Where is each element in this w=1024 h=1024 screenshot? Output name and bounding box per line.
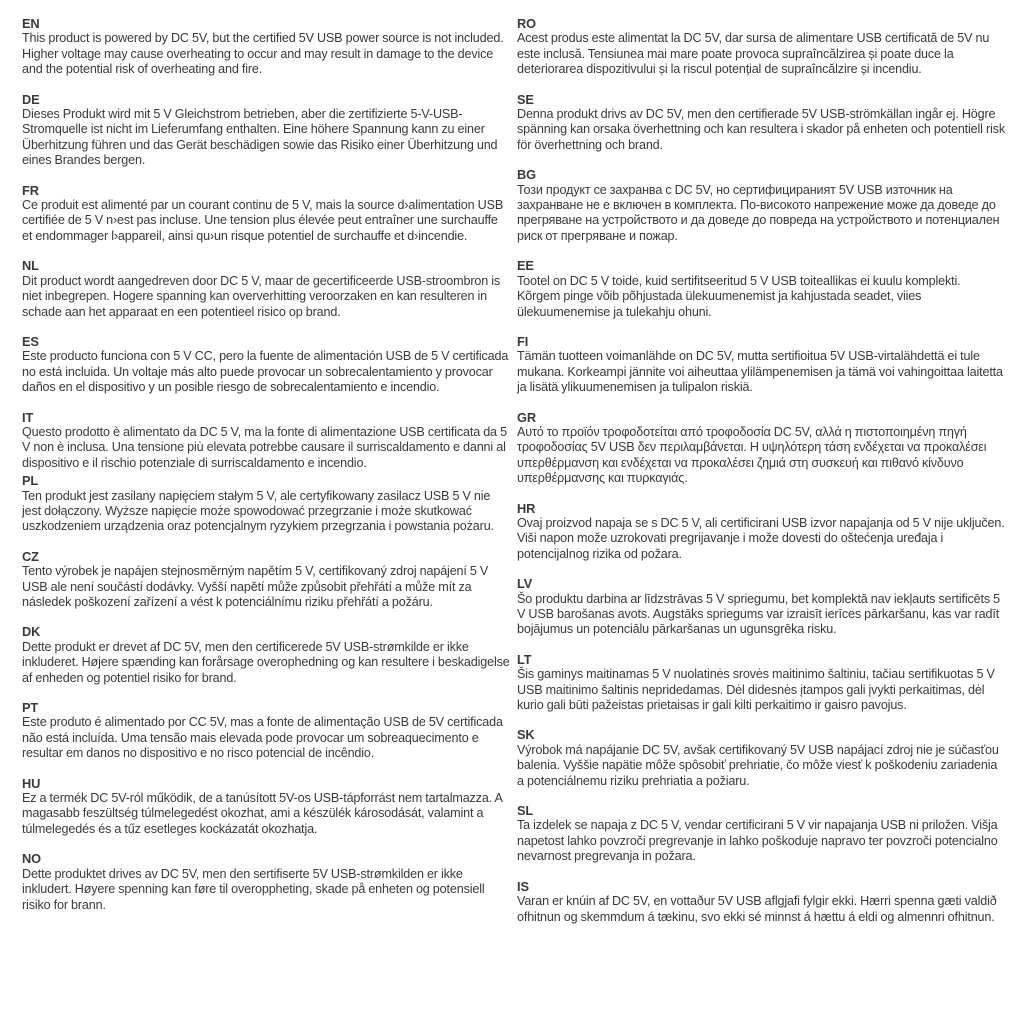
notice-text-pl: Ten produkt jest zasilany napięciem stałym 5 V, ale certyfikowany zasilacz USB 5 V nie jest dołączony. Wyższe napięcie może spowodować przegrzanie i może skutkować uszkodzeniem urządzenia oraz potencjalnym ryzykiem przegrzania i powstania pożaru. (22, 488, 494, 534)
notice-text-nl: Dit product wordt aangedreven door DC 5 V, maar de gecertificeerde USB-stroombron is niet inbegrepen. Hogere spanning kan oververhitting veroorzaken en kan resulteren in schade aan het apparaat en een potentieel risico op brand. (22, 273, 501, 319)
language-section-cz (22, 549, 511, 611)
language-code-no: NO (22, 851, 41, 867)
language-code-se: SE (517, 91, 534, 107)
notice-text-ro: Acest produs este alimentat la DC 5V, dar sursa de alimentare USB certificată de 5V nu este inclusă. Tensiunea mai mare poate provoca supraîncălzirea și poate duce la deteriorarea dispozitivului și la riscul potențial de supraîncălzire și incendiu. (517, 31, 990, 77)
language-code-fi: FI (517, 333, 529, 349)
notice-text-pt: Este produto é alimentado por CC 5V, mas a fonte de alimentação USB de 5V certificada não está incluída. Uma tensão mais elevada pode provocar um sobreaquecimento e resultar em danos no dispositivo e no risco potencial de incêndio. (22, 715, 503, 761)
language-section-hr (517, 501, 1006, 563)
notice-text-es: Este producto funciona con 5 V CC, pero la fuente de alimentación USB de 5 V certificada no está incluida. Un voltaje más alto puede provocar un sobrecalentamiento y provocar daños en el dispositivo y un posible riesgo de sobrecalentamiento e incendio. (22, 349, 509, 395)
right-column (517, 16, 1006, 939)
notice-text-fr: Ce produit est alimenté par un courant continu de 5 V, mais la source d›alimentation USB certifiée de 5 V n›est pas incluse. Une tension plus élevée peut entraîner une surchauffe et endommager l›appareil, ainsi qu›un risque potentiel de surchauffe et d›incendie. (22, 198, 504, 243)
notice-text-sl: Ta izdelek se napaja z DC 5 V, vendar certificirani 5 V vir napajanja USB ni priložen. Višja napetost lahko povzroči pregrevanje in lahko poškoduje napravo ter povzroči potencialno nevarnost pregrevanja in požara. (517, 818, 998, 864)
language-section-sl (517, 803, 1006, 865)
language-section-fr (22, 183, 511, 245)
notice-text-hr: Ovaj proizvod napaja se s DC 5 V, ali certificirani USB izvor napajanja od 5 V nije uključen. Viši napon može uzrokovati pregrijavanje i može dovesti do oštećenja uređaja i potencijalnog rizika od požara. (517, 515, 1005, 561)
language-code-sk: SK (517, 727, 535, 743)
language-code-lv: LV (517, 576, 533, 592)
language-code-hu: HU (22, 775, 41, 791)
language-code-de: DE (22, 91, 40, 107)
language-code-is: IS (517, 878, 529, 894)
notice-text-gr: Αυτό το προϊόν τροφοδοτείται από τροφοδοσία DC 5V, αλλά η πιστοποιημένη πηγή τροφοδοσίας 5V USB δεν περιλαμβάνεται. Η υψηλότερη τάση ενδέχεται να προκαλέσει υπερθέρμανση και ενδέχεται να προκαλέσει ζημιά στη συσκευή και πιθανό κίνδυνο υπερθέρμανσης και πυρκαγιάς. (517, 424, 987, 486)
notice-text-lt: Šis gaminys maitinamas 5 V nuolatinės srovės maitinimo šaltiniu, tačiau sertifikuotas 5 V USB maitinimo šaltinis nepridedamas. Dėl didesnės įtampos gali įvykti perkaitimas, dėl kurio gali būti pažeistas prietaisas ir gali kilti perkaitimo ir gaisro pavojus. (517, 667, 995, 713)
language-section-dk (22, 624, 511, 686)
notice-text-ee: Tootel on DC 5 V toide, kuid sertifitseeritud 5 V USB toiteallikas ei kuulu komplekti. Kõrgem pinge võib põhjustada ülekuumenemist ja kahjustada seadet, viies ülekuumenemise ja tulekahju ohuni. (517, 273, 961, 319)
language-section-sk (517, 727, 1006, 789)
language-section-bg (517, 167, 1006, 244)
language-code-it: IT (22, 409, 34, 425)
language-code-pl: PL (22, 473, 39, 489)
language-section-is (517, 879, 1006, 925)
notice-text-sk: Výrobok má napájanie DC 5V, avšak certifikovaný 5V USB napájací zdroj nie je súčasťou balenia. Vyššie napätie môže spôsobiť prehriatie, čo môže viesť k poškodeniu zariadenia a potenciálnemu riziku prehriatia a požiaru. (517, 742, 999, 788)
language-section-hu (22, 776, 511, 838)
notice-text-no: Dette produktet drives av DC 5V, men den sertifiserte 5V USB-strømkilden er ikke inkludert. Høyere spenning kan føre til overoppheting, skade på enheten og potensiell risiko for brann. (22, 866, 485, 912)
notice-text-cz: Tento výrobek je napájen stejnosměrným napětím 5 V, certifikovaný zdroj napájení 5 V USB ale není součástí dodávky. Vyšší napětí může způsobit přehřátí a může mít za následek poškození zařízení a vést k potenciálnímu riziku přehřátí a požáru. (22, 564, 489, 609)
notice-text-it: Questo prodotto è alimentato da DC 5 V, ma la fonte di alimentazione USB certificata da 5 V non è inclusa. Una tensione più elevata potrebbe causare il surriscaldamento e danni al dispositivo e il rischio potenziale di surriscaldamento e incendio. (22, 424, 507, 470)
notice-text-lv: Šo produktu darbina ar līdzstrāvas 5 V spriegumu, bet komplektā nav iekļauts sertificēts 5 V USB barošanas avots. Augstāks spriegums var izraisīt ierīces pārkaršanu, kas var radīt bojājumus un potenciālu pārkaršanas un ugunsgrēka risku. (517, 591, 1001, 637)
language-section-ee (517, 258, 1006, 320)
language-code-dk: DK (22, 624, 41, 640)
notice-text-is: Varan er knúin af DC 5V, en vottaður 5V USB aflgjafi fylgir ekki. Hærri spenna gæti valdið ofhitnun og skemmdum á tækinu, svo ekki sé minnst á hættu á eldi og almennri ofhitnun. (517, 894, 997, 924)
language-code-bg: BG (517, 167, 536, 183)
language-code-lt: LT (517, 651, 532, 667)
notice-text-bg: Този продукт се захранва с DC 5V, но сертифицираният 5V USB източник на захранване не е включен в комплекта. По-високото напрежение може да доведе до прегряване на устройството и да доведе до повреда на устройството и потенциален риск от прегряване и пожар. (517, 182, 1000, 243)
language-code-pt: PT (22, 700, 39, 716)
language-code-gr: GR (517, 409, 536, 425)
language-section-es (22, 334, 511, 396)
notice-text-en: This product is powered by DC 5V, but the certified 5V USB power source is not included. Higher voltage may cause overheating to occur and may result in damage to the device and the potential risk of overheating and fire. (22, 31, 504, 77)
language-section-pt (22, 700, 511, 762)
language-section-en (22, 16, 511, 78)
notice-text-se: Denna produkt drivs av DC 5V, men den certifierade 5V USB-strömkällan ingår ej. Högre spänning kan orsaka överhettning och kan resultera i skador på enheten och potentiell risk för överhettning och brand. (517, 107, 1005, 152)
language-code-cz: CZ (22, 548, 39, 564)
notice-text-fi: Tämän tuotteen voimanlähde on DC 5V, mutta sertifioitua 5V USB-virtalähdettä ei tule mukana. Korkeampi jännite voi aiheuttaa ylilämpenemisen ja tämä voi vahingoittaa laitetta ja lisätä ylikuumenemisen ja tulipalon riskiä. (517, 349, 1003, 395)
language-section-ro (517, 16, 1006, 78)
language-code-en: EN (22, 16, 40, 31)
language-section-se (517, 92, 1006, 154)
language-code-es: ES (22, 333, 39, 349)
language-section-it (22, 410, 511, 472)
left-column (22, 16, 511, 927)
language-section-pl (22, 473, 511, 535)
language-code-ro: RO (517, 16, 536, 31)
notice-text-dk: Dette produkt er drevet af DC 5V, men den certificerede 5V USB-strømkilde er ikke inkluderet. Højere spænding kan forårsage overophedning og kan resultere i beskadigelse af enheden og potentiel risiko for brand. (22, 639, 510, 685)
language-code-sl: SL (517, 803, 534, 819)
language-section-fi (517, 334, 1006, 396)
notice-text-hu: Ez a termék DC 5V-ról működik, de a tanúsított 5V-os USB-tápforrást nem tartalmazza. A magasabb feszültség túlmelegedést okozhat, ami a készülék károsodását, valamint a túlmelegedés és a tűz esetleges kockázatát okozhatja. (22, 791, 503, 836)
language-code-ee: EE (517, 258, 534, 274)
language-section-lv (517, 576, 1006, 638)
language-section-no (22, 851, 511, 913)
language-code-hr: HR (517, 500, 536, 516)
language-section-de (22, 92, 511, 169)
language-section-lt (517, 652, 1006, 714)
language-section-nl (22, 258, 511, 320)
language-section-gr (517, 410, 1006, 487)
language-code-nl: NL (22, 258, 39, 274)
notice-text-de: Dieses Produkt wird mit 5 V Gleichstrom betrieben, aber die zertifizierte 5-V-USB-Stromquelle ist nicht im Lieferumfang enthalten. Eine höhere Spannung kann zu einer Überhitzung führen und das Gerät beschädigen sowie das Risiko einer Überhitzung und eines Brandes bergen. (22, 107, 498, 168)
language-code-fr: FR (22, 182, 39, 198)
